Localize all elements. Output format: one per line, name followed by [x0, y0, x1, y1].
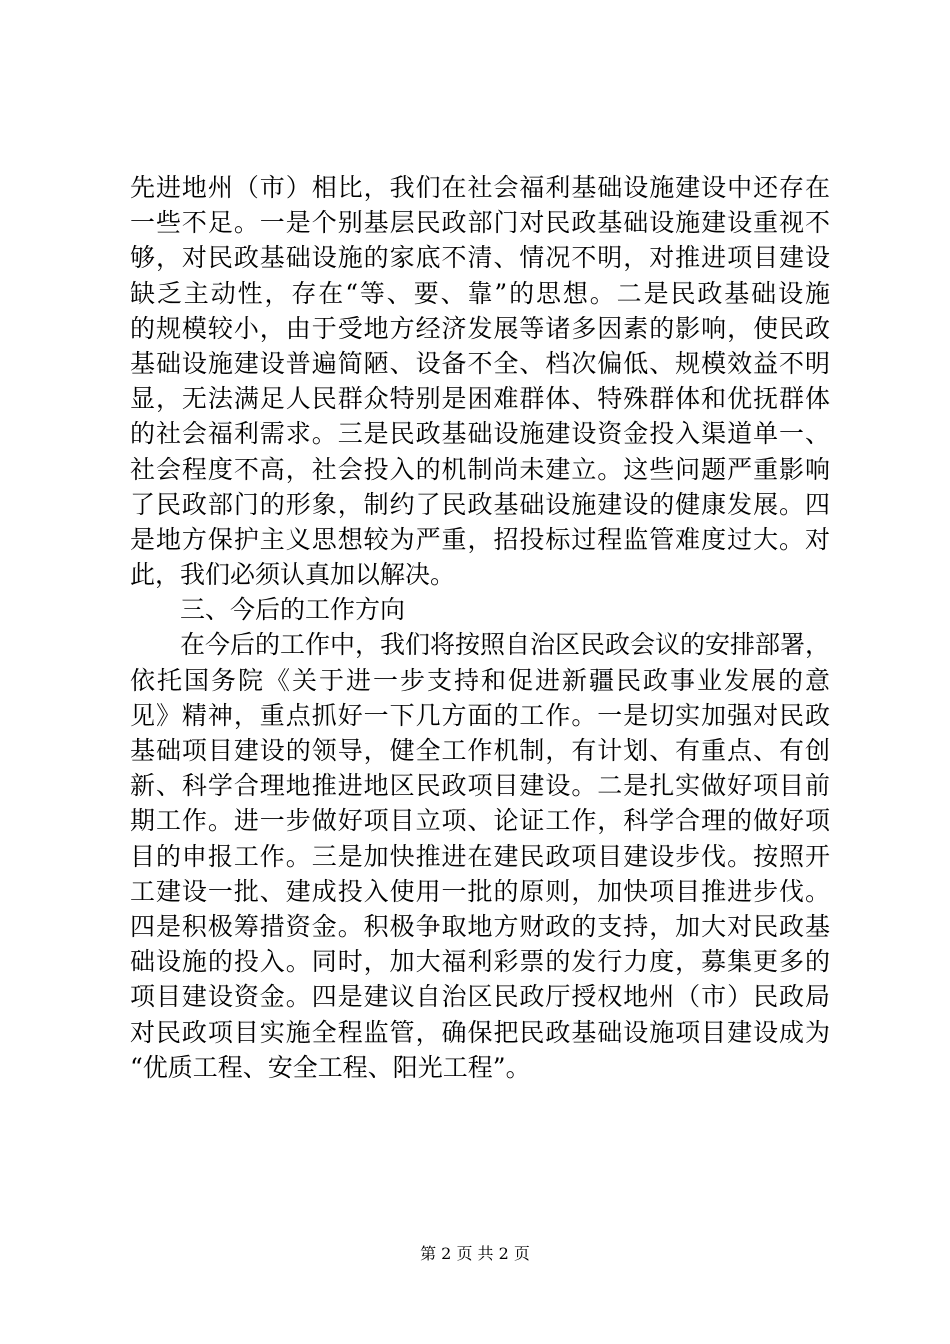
page-number-footer: 第 2 页 共 2 页	[420, 1244, 530, 1263]
text-line: 础设施的投入。同时，加大福利彩票的发行力度，募集更多的	[130, 947, 830, 977]
document-body	[130, 170, 830, 1085]
text-line: 目的申报工作。三是加快推进在建民政项目建设步伐。按照开	[130, 841, 830, 871]
text-line: 的规模较小，由于受地方经济发展等诸多因素的影响，使民政	[130, 313, 830, 343]
text-line: 依托国务院《关于进一步支持和促进新疆民政事业发展的意	[130, 665, 830, 695]
text-line: 期工作。进一步做好项目立项、论证工作，科学合理的做好项	[130, 806, 830, 836]
text-line: 工建设一批、建成投入使用一批的原则，加快项目推进步伐。	[130, 876, 830, 906]
text-line: 基础设施建设普遍简陋、设备不全、档次偏低、规模效益不明	[130, 348, 830, 378]
text-line: 显，无法满足人民群众特别是困难群体、特殊群体和优抚群体	[130, 384, 830, 414]
text-line: 对民政项目实施全程监管，确保把民政基础设施项目建设成为	[130, 1017, 830, 1047]
text-line: 四是积极筹措资金。积极争取地方财政的支持，加大对民政基	[130, 911, 830, 941]
text-line: 是地方保护主义思想较为严重，招投标过程监管难度过大。对	[130, 524, 830, 554]
text-line: “优质工程、安全工程、阳光工程”。	[130, 1052, 531, 1082]
text-line: 的社会福利需求。三是民政基础设施建设资金投入渠道单一、	[130, 419, 830, 449]
text-line: 新、科学合理地推进地区民政项目建设。二是扎实做好项目前	[130, 771, 830, 801]
text-line: 此，我们必须认真加以解决。	[130, 560, 456, 590]
text-line: 项目建设资金。四是建议自治区民政厅授权地州（市）民政局	[130, 982, 830, 1012]
text-line: 在今后的工作中，我们将按照自治区民政会议的安排部署，	[180, 630, 831, 660]
text-line: 社会程度不高，社会投入的机制尚未建立。这些问题严重影响	[130, 454, 830, 484]
text-line: 一些不足。一是个别基层民政部门对民政基础设施建设重视不	[130, 208, 830, 238]
section-heading: 三、今后的工作方向	[180, 595, 406, 625]
text-line: 见》精神，重点抓好一下几方面的工作。一是切实加强对民政	[130, 700, 830, 730]
text-line: 基础项目建设的领导，健全工作机制，有计划、有重点、有创	[130, 736, 830, 765]
text-line: 先进地州（市）相比，我们在社会福利基础设施建设中还存在	[130, 173, 830, 202]
text-line: 缺乏主动性，存在“等、要、靠”的思想。二是民政基础设施	[130, 278, 830, 308]
text-line: 了民政部门的形象，制约了民政基础设施建设的健康发展。四	[130, 489, 830, 519]
text-line: 够，对民政基础设施的家底不清、情况不明，对推进项目建设	[130, 243, 830, 273]
